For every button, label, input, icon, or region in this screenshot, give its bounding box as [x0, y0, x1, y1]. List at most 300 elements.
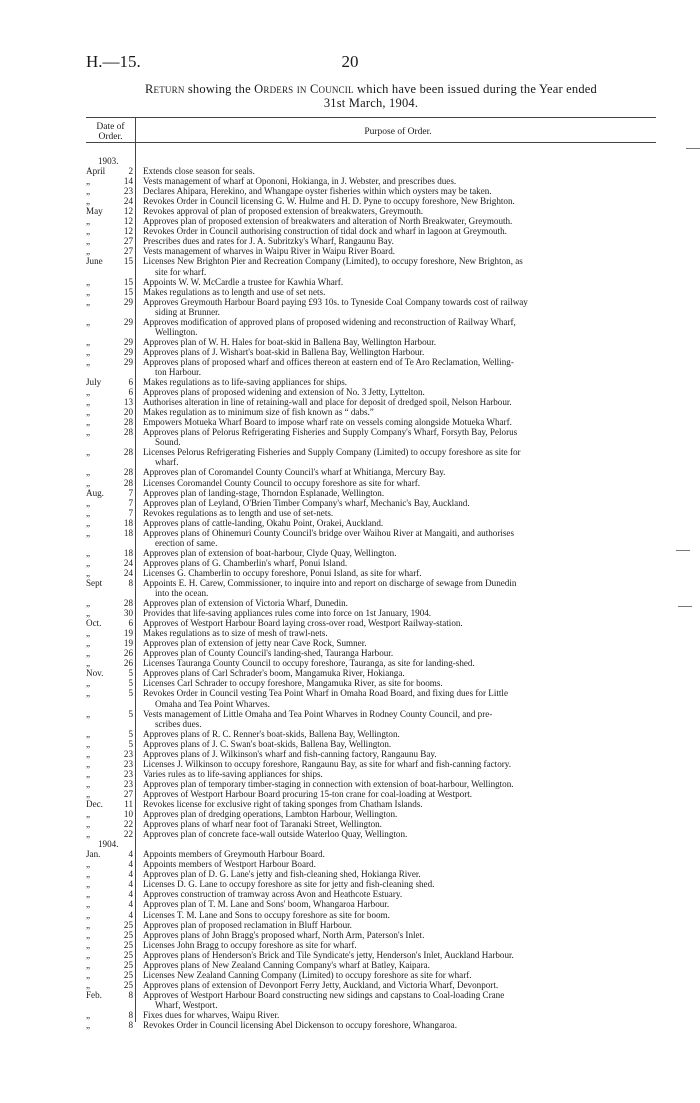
purpose-line: Revokes Order in Council licensing G. W. Hulme and H. D. Pyne to occupy foreshore, New Brighton. — [143, 196, 515, 207]
table-row — [86, 387, 666, 397]
order-purpose — [133, 377, 666, 387]
order-month: „ — [86, 708, 91, 719]
table-row — [86, 1010, 666, 1020]
order-purpose — [133, 879, 666, 889]
order-month: „ — [86, 778, 91, 789]
order-month: „ — [86, 819, 91, 830]
order-purpose — [133, 688, 666, 708]
order-purpose — [133, 869, 666, 879]
order-day: 28 — [123, 467, 133, 478]
order-day: 6 — [128, 618, 133, 629]
order-purpose — [133, 628, 666, 638]
order-day: 20 — [123, 407, 133, 418]
order-purpose — [133, 849, 666, 859]
order-purpose — [133, 206, 666, 216]
order-month: Aug. — [86, 487, 104, 498]
table-row — [86, 397, 666, 407]
table-row — [86, 869, 666, 879]
order-month: „ — [86, 567, 91, 578]
order-day: 2 — [128, 166, 133, 177]
order-day: 28 — [123, 447, 133, 458]
order-purpose — [133, 960, 666, 970]
order-day: 12 — [123, 226, 133, 237]
order-month: „ — [86, 477, 91, 488]
table-row — [86, 668, 666, 678]
purpose-line: Appoints W. W. McCardle a trustee for Kawhia Wharf. — [143, 276, 344, 287]
table-row — [86, 478, 666, 488]
order-day: 22 — [123, 819, 133, 830]
table-row — [86, 638, 666, 648]
table-row — [86, 297, 666, 317]
order-day: 28 — [123, 598, 133, 609]
table-row — [86, 769, 666, 779]
order-month: „ — [86, 557, 91, 568]
purpose-line: Approves plans of R. C. Renner's boat-skids, Ballena Bay, Wellington. — [143, 728, 400, 739]
purpose-line: Approves plans of wharf near foot of Taranaki Street, Wellington. — [143, 819, 382, 830]
order-month: July — [86, 377, 102, 388]
order-month: „ — [86, 638, 91, 649]
order-purpose — [133, 317, 666, 337]
order-month: „ — [86, 859, 91, 870]
order-month: „ — [86, 939, 91, 950]
order-month: „ — [86, 427, 91, 438]
order-day: 4 — [128, 869, 133, 880]
order-month: „ — [86, 809, 91, 820]
order-day: 5 — [128, 678, 133, 689]
table-row — [86, 789, 666, 799]
purpose-line: Approves plans of cattle-landing, Okahu Point, Orakei, Auckland. — [143, 517, 384, 528]
order-purpose — [133, 970, 666, 980]
order-month: „ — [86, 356, 91, 367]
order-day: 28 — [123, 417, 133, 428]
order-day: 5 — [128, 738, 133, 749]
order-day: 12 — [123, 216, 133, 227]
order-month: „ — [86, 447, 91, 458]
order-month: Nov. — [86, 668, 104, 679]
table-row — [86, 889, 666, 899]
order-purpose — [133, 950, 666, 960]
order-month: „ — [86, 276, 91, 287]
purpose-line: Revokes license for exclusive right of taking sponges from Chatham Islands. — [143, 799, 423, 809]
order-day: 5 — [128, 708, 133, 719]
table-row — [86, 407, 666, 417]
table-header-rule — [86, 142, 656, 143]
order-day: 4 — [128, 859, 133, 870]
purpose-line: Approves plans of Pelorus Refrigerating Fisheries and Supply Company's Wharf, Forsyth Bay, Pelorus — [143, 427, 518, 438]
table-row — [86, 779, 666, 789]
table-row — [86, 950, 666, 960]
table-row — [86, 819, 666, 829]
order-day: 12 — [123, 206, 133, 217]
purpose-line: Licenses Tauranga County Council to occupy foreshore, Tauranga, as site for landing-shed. — [143, 658, 475, 669]
purpose-line: Appoints E. H. Carew, Commissioner, to inquire into and report on discharge of sewage from Dunedin — [143, 577, 517, 588]
order-purpose — [133, 176, 666, 186]
order-day: 7 — [128, 497, 133, 508]
purpose-line: Appoints members of Westport Harbour Board. — [143, 859, 316, 870]
order-month: June — [86, 256, 103, 267]
table-row — [86, 216, 666, 226]
table-row — [86, 899, 666, 909]
purpose-line: Makes regulations as to life-saving appliances for ships. — [143, 377, 348, 388]
order-purpose — [133, 568, 666, 578]
order-month: „ — [86, 216, 91, 227]
order-purpose — [133, 287, 666, 297]
table-row — [86, 166, 666, 176]
order-day: 7 — [128, 487, 133, 498]
table-row — [86, 256, 666, 276]
order-purpose — [133, 899, 666, 909]
purpose-line: Empowers Motueka Wharf Board to impose wharf rate on vessels coming alongside Motueka Wharf. — [143, 417, 512, 428]
order-day: 25 — [123, 949, 133, 960]
order-month: „ — [86, 176, 91, 187]
order-day: 4 — [128, 899, 133, 910]
table-row — [86, 749, 666, 759]
order-purpose — [133, 427, 666, 447]
purpose-line: Licenses T. M. Lane and Sons to occupy foreshore as site for boom. — [143, 909, 390, 920]
table-row — [86, 628, 666, 638]
order-purpose — [133, 809, 666, 819]
order-day: 25 — [123, 929, 133, 940]
order-month: Oct. — [86, 618, 102, 629]
table-row — [86, 287, 666, 297]
purpose-line: Revokes Order in Council authorising construction of tidal dock and wharf in lagoon at Greymouth. — [143, 226, 507, 237]
order-month: „ — [86, 608, 91, 619]
order-day: 25 — [123, 919, 133, 930]
table-row — [86, 417, 666, 427]
order-day: 26 — [123, 648, 133, 659]
order-purpose — [133, 528, 666, 548]
order-month: „ — [86, 969, 91, 980]
order-month: „ — [86, 507, 91, 518]
order-day: 27 — [123, 788, 133, 799]
table-row — [86, 357, 666, 377]
order-purpose — [133, 256, 666, 276]
order-month: „ — [86, 397, 91, 408]
order-purpose — [133, 859, 666, 869]
order-purpose — [133, 990, 666, 1010]
title-part: Orders — [254, 82, 294, 96]
order-day: 8 — [128, 1009, 133, 1020]
order-purpose — [133, 236, 666, 246]
table-row — [86, 186, 666, 196]
purpose-line: ton Harbour. — [155, 366, 201, 377]
order-day: 24 — [123, 567, 133, 578]
order-day: 5 — [128, 668, 133, 679]
purpose-line: Approves plans of J. Wishart's boat-skid in Ballena Bay, Wellington Harbour. — [143, 346, 425, 357]
margin-mark — [676, 550, 690, 551]
order-month: Jan. — [86, 849, 101, 860]
order-month: „ — [86, 929, 91, 940]
order-day: 18 — [123, 517, 133, 528]
order-day: 25 — [123, 979, 133, 990]
order-month: „ — [86, 598, 91, 609]
table-row — [86, 558, 666, 568]
order-day: 29 — [123, 296, 133, 307]
order-purpose — [133, 478, 666, 488]
order-month: „ — [86, 286, 91, 297]
order-purpose — [133, 940, 666, 950]
table-row — [86, 427, 666, 447]
purpose-line: Approves plan of proposed extension of breakwaters and alteration of North Breakwater, Greymouth. — [143, 216, 513, 227]
order-purpose — [133, 518, 666, 528]
order-purpose — [133, 769, 666, 779]
purpose-line: erection of same. — [155, 537, 218, 548]
table-row — [86, 176, 666, 186]
order-month: „ — [86, 738, 91, 749]
order-month: „ — [86, 196, 91, 207]
purpose-line: siding at Brunner. — [155, 306, 220, 317]
order-purpose — [133, 337, 666, 347]
order-purpose — [133, 739, 666, 749]
order-day: 6 — [128, 377, 133, 388]
order-day: 19 — [123, 628, 133, 639]
title-part: Council — [309, 82, 354, 96]
order-month: „ — [86, 547, 91, 558]
order-month: „ — [86, 889, 91, 900]
purpose-line: Extends close season for seals. — [143, 166, 255, 177]
purpose-line: Appoints members of Greymouth Harbour Board. — [143, 849, 325, 860]
purpose-line: Approves plan of concrete face-wall outside Waterloo Quay, Wellington. — [143, 829, 408, 840]
purpose-line: Approves plan of extension of jetty near Cave Rock, Sumner. — [143, 638, 367, 649]
order-purpose — [133, 1010, 666, 1020]
order-day: 4 — [128, 849, 133, 860]
margin-mark — [678, 606, 692, 607]
order-purpose — [133, 357, 666, 377]
table-row — [86, 277, 666, 287]
order-day: 29 — [123, 346, 133, 357]
order-month: „ — [86, 788, 91, 799]
purpose-line: Approves plans of Carl Schrader's boom, Mangamuka River, Hokianga. — [143, 668, 405, 679]
order-purpose — [133, 729, 666, 739]
order-day: 23 — [123, 768, 133, 779]
table-row — [86, 528, 666, 548]
order-day: 29 — [123, 356, 133, 367]
table-row — [86, 648, 666, 658]
order-purpose — [133, 930, 666, 940]
order-purpose — [133, 980, 666, 990]
purpose-line: Approves plan of temporary timber-staging in connection with extension of boat-harbour, Wellington. — [143, 778, 514, 789]
table-row — [86, 447, 666, 467]
purpose-line: Licenses New Zealand Canning Company (Limited) to occupy foreshore as site for wharf. — [143, 969, 472, 980]
order-month: „ — [86, 688, 91, 699]
order-day: 25 — [123, 959, 133, 970]
order-day: 23 — [123, 778, 133, 789]
order-purpose — [133, 407, 666, 417]
order-purpose — [133, 277, 666, 287]
order-month: „ — [86, 768, 91, 779]
order-month: „ — [86, 628, 91, 639]
year-heading: 1904. — [98, 839, 119, 850]
order-month: „ — [86, 829, 91, 840]
order-purpose — [133, 216, 666, 226]
purpose-line: Makes regulations as to size of mesh of trawl-nets. — [143, 628, 328, 639]
order-purpose — [133, 1020, 666, 1030]
order-purpose — [133, 226, 666, 236]
order-day: 23 — [123, 758, 133, 769]
order-month: „ — [86, 1020, 91, 1031]
purpose-line: Omaha and Tea Point Wharves. — [155, 698, 270, 709]
order-day: 10 — [123, 809, 133, 820]
order-purpose — [133, 347, 666, 357]
order-day: 14 — [123, 176, 133, 187]
table-row — [86, 729, 666, 739]
order-day: 22 — [123, 829, 133, 840]
order-purpose — [133, 598, 666, 608]
purpose-line: Licenses D. G. Lane to occupy foreshore as site for jetty and fish-cleaning shed. — [143, 879, 435, 890]
purpose-line: Approves plan of extension of Victoria Wharf, Dunedin. — [143, 598, 348, 609]
order-purpose — [133, 910, 666, 920]
table-row — [86, 859, 666, 869]
order-day: 24 — [123, 196, 133, 207]
purpose-line: Revokes regulations as to length and use of set-nets. — [143, 507, 334, 518]
order-purpose — [133, 678, 666, 688]
order-purpose — [133, 668, 666, 678]
purpose-line: Makes regulation as to minimum size of fish known as “ dabs.” — [143, 407, 374, 418]
purpose-line: Approves plan of Coromandel County Council's wharf at Whitianga, Mercury Bay. — [143, 467, 446, 478]
column-header-purpose: Purpose of Order. — [364, 127, 432, 137]
table-row — [86, 467, 666, 477]
document-code: H.—15. — [86, 52, 141, 71]
table-row — [86, 910, 666, 920]
order-day: 5 — [128, 688, 133, 699]
order-purpose — [133, 709, 666, 729]
purpose-line: Approves of Westport Harbour Board procuring 15-ton crane for coal-loading at Westport. — [143, 788, 473, 799]
purpose-line: Wellington. — [155, 326, 198, 337]
order-month: „ — [86, 949, 91, 960]
purpose-line: Revokes approval of plan of proposed extension of breakwaters, Greymouth. — [143, 206, 424, 217]
table-row — [86, 196, 666, 206]
document-title — [86, 82, 656, 110]
order-day: 8 — [128, 989, 133, 1000]
table-row — [86, 508, 666, 518]
margin-mark — [686, 148, 700, 149]
order-purpose — [133, 397, 666, 407]
purpose-line: Revokes Order in Council vesting Tea Point Wharf in Omaha Road Board, and fixing dues for Little — [143, 688, 508, 699]
purpose-line: Licenses Pelorus Refrigerating Fisheries and Supply Company (Limited) to occupy foreshore as site for — [143, 447, 521, 458]
purpose-line: Approves plans of proposed wharf and offices thereon at eastern end of Te Aro Reclamation, Welling- — [143, 356, 514, 367]
order-purpose — [133, 166, 666, 176]
purpose-line: Approves plan of W. H. Hales for boat-skid in Ballena Bay, Wellington Harbour. — [143, 336, 436, 347]
order-day: 19 — [123, 638, 133, 649]
order-purpose — [133, 829, 666, 839]
purpose-line: site for wharf. — [155, 266, 207, 277]
order-day: 18 — [123, 527, 133, 538]
order-day: 26 — [123, 658, 133, 669]
order-purpose — [133, 658, 666, 668]
purpose-line: Approves plans of proposed widening and extension of No. 3 Jetty, Lyttelton. — [143, 387, 425, 398]
table-row — [86, 940, 666, 950]
title-part: which have been issued during the Year ended — [353, 82, 598, 96]
table-row — [86, 920, 666, 930]
order-month: „ — [86, 527, 91, 538]
purpose-line: Approves plans of New Zealand Canning Company's wharf at Batley, Kaipara. — [143, 959, 430, 970]
order-day: 24 — [123, 557, 133, 568]
order-day: 30 — [123, 608, 133, 619]
page-number: 20 — [341, 52, 359, 71]
purpose-line: Approves plans of Henderson's Brick and Tile Syndicate's jetty, Henderson's Inlet, Auckland Harbour. — [143, 949, 514, 960]
order-month: „ — [86, 909, 91, 920]
order-purpose — [133, 759, 666, 769]
purpose-line: Fixes dues for wharves, Waipu River. — [143, 1009, 280, 1020]
order-day: 4 — [128, 879, 133, 890]
table-row — [86, 799, 666, 809]
order-purpose — [133, 789, 666, 799]
year-heading: 1903. — [98, 156, 119, 166]
title-part: Return — [144, 82, 185, 96]
order-day: 23 — [123, 186, 133, 197]
order-month: „ — [86, 186, 91, 197]
order-purpose — [133, 467, 666, 477]
table-top-rule — [86, 117, 656, 118]
order-month: „ — [86, 879, 91, 890]
purpose-line: Approves plan of extension of boat-harbour, Clyde Quay, Wellington. — [143, 547, 397, 558]
purpose-line: Approves plan of County Council's landing-shed, Tauranga Harbour. — [143, 648, 394, 659]
order-month: „ — [86, 316, 91, 327]
table-row — [86, 990, 666, 1010]
order-day: 4 — [128, 909, 133, 920]
order-purpose — [133, 819, 666, 829]
order-purpose — [133, 618, 666, 628]
order-day: 15 — [123, 286, 133, 297]
order-month: „ — [86, 678, 91, 689]
title-part: showing the — [184, 82, 255, 96]
order-month: „ — [86, 467, 91, 478]
order-month: „ — [86, 417, 91, 428]
order-day: 13 — [123, 397, 133, 408]
purpose-line: Licenses Coromandel County Council to occupy foreshore as site for wharf. — [143, 477, 421, 488]
order-month: „ — [86, 407, 91, 418]
purpose-line: Declares Ahipara, Herekino, and Whangape oyster fisheries within which oysters may be taken. — [143, 186, 492, 197]
order-day: 4 — [128, 889, 133, 900]
order-purpose — [133, 246, 666, 256]
order-purpose — [133, 648, 666, 658]
order-day: 27 — [123, 236, 133, 247]
table-row — [86, 548, 666, 558]
order-month: „ — [86, 497, 91, 508]
purpose-line: Approves plans of Ohinemuri County Council's bridge over Waihou River at Mangaiti, and authorises — [143, 527, 514, 538]
purpose-line: Varies rules as to life-saving appliances for ships. — [143, 768, 323, 779]
order-month: „ — [86, 336, 91, 347]
order-purpose — [133, 889, 666, 899]
order-day: 29 — [123, 336, 133, 347]
order-day: 18 — [123, 547, 133, 558]
table-row — [86, 317, 666, 337]
order-day: 8 — [128, 1020, 133, 1031]
order-month: „ — [86, 387, 91, 398]
table-row — [86, 608, 666, 618]
order-day: 29 — [123, 316, 133, 327]
order-purpose — [133, 799, 666, 809]
order-month: Sept — [86, 577, 103, 588]
table-row — [86, 598, 666, 608]
order-month: „ — [86, 728, 91, 739]
order-day: 23 — [123, 748, 133, 759]
table-row — [86, 849, 666, 859]
order-month: May — [86, 206, 103, 217]
purpose-line: Prescribes dues and rates for J. A. Subritzky's Wharf, Rangaunu Bay. — [143, 236, 394, 247]
order-month: „ — [86, 658, 91, 669]
order-day: 27 — [123, 246, 133, 257]
table-row — [86, 678, 666, 688]
purpose-line: Revokes Order in Council licensing Abel Dickenson to occupy foreshore, Whangaroa. — [143, 1020, 457, 1031]
table-row — [86, 739, 666, 749]
purpose-line: Licenses J. Wilkinson to occupy foreshore, Rangaunu Bay, as site for wharf and fish-canning factory. — [143, 758, 511, 769]
purpose-line: wharf. — [155, 457, 179, 468]
table-row — [86, 337, 666, 347]
order-purpose — [133, 749, 666, 759]
purpose-line: Approves of Westport Harbour Board laying cross-over road, Westport Railway-station. — [143, 618, 463, 629]
table-row — [86, 759, 666, 769]
